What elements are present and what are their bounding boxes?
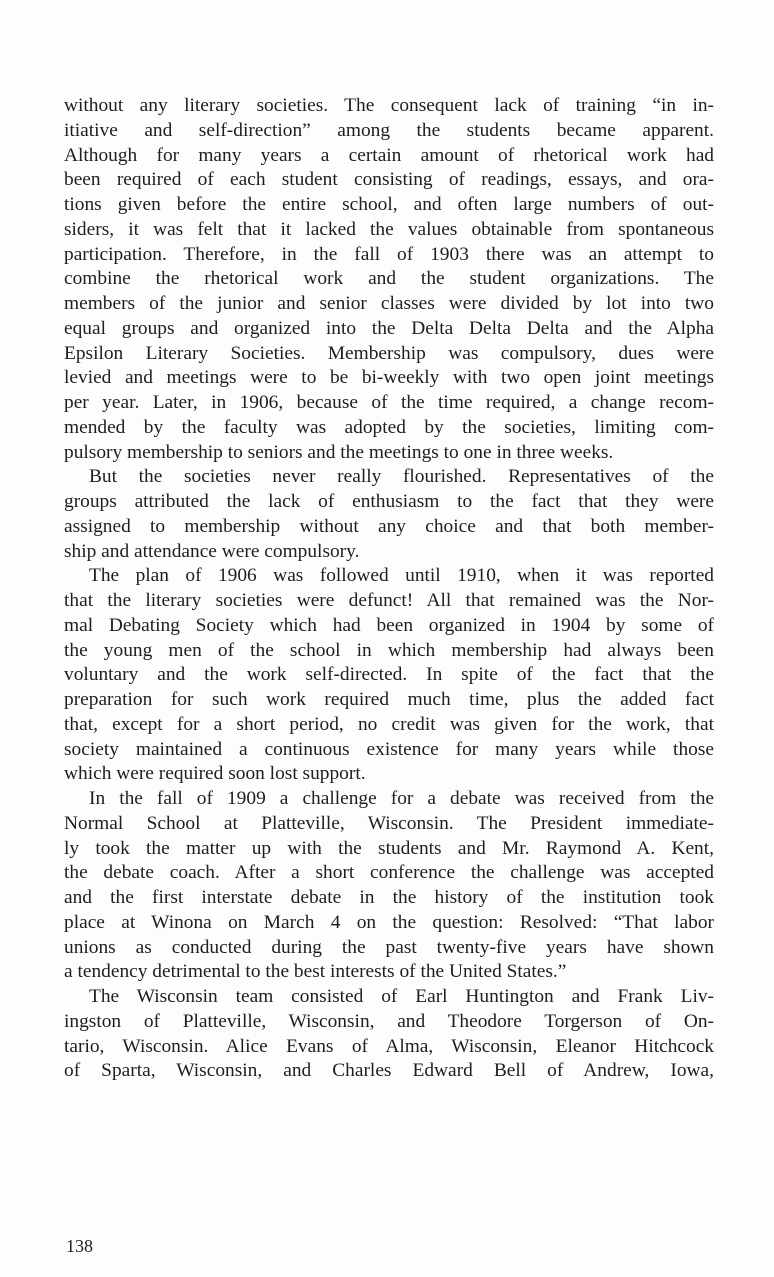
text-line: siders, it was felt that it lacked the values obtainable from spontaneous bbox=[64, 218, 714, 240]
text-line: itiative and self-direction” among the students became apparent. bbox=[64, 119, 714, 141]
text-line: tions given before the entire school, and often large numbers of out- bbox=[64, 194, 714, 215]
text-line: assigned to membership without any choice and that both member- bbox=[64, 515, 714, 537]
text-line: that the literary societies were defunct! All that remained was the Nor- bbox=[64, 590, 714, 611]
text-line: Although for many years a certain amount of rhetorical work had bbox=[64, 144, 714, 166]
text-line: a tendency detrimental to the best interests of the United States.” bbox=[64, 961, 567, 983]
body-text bbox=[64, 94, 714, 1084]
text-line: pulsory membership to seniors and the meetings to one in three weeks. bbox=[64, 441, 614, 463]
paragraph bbox=[64, 564, 714, 787]
text-line: and the first interstate debate in the history of the institution took bbox=[64, 887, 714, 908]
text-line: per year. Later, in 1906, because of the time required, a change recom- bbox=[64, 392, 714, 413]
text-line: levied and meetings were to be bi-weekly with two open joint meetings bbox=[64, 367, 714, 389]
text-line: been required of each student consisting of readings, essays, and ora- bbox=[64, 169, 714, 191]
text-line: of Sparta, Wisconsin, and Charles Edward Bell of Andrew, Iowa, bbox=[64, 1060, 714, 1082]
text-line: the debate coach. After a short conference the challenge was accepted bbox=[64, 862, 714, 884]
text-line: Normal School at Platteville, Wisconsin. The President immediate- bbox=[64, 812, 714, 834]
paragraph bbox=[64, 787, 714, 985]
paragraph bbox=[64, 985, 714, 1084]
text-line: ship and attendance were compulsory. bbox=[64, 540, 360, 562]
text-line: mal Debating Society which had been organized in 1904 by some of bbox=[64, 614, 714, 636]
text-line: Epsilon Literary Societies. Membership was compulsory, dues were bbox=[64, 342, 714, 364]
text-line: But the societies never really flourished. Representatives of the bbox=[89, 466, 714, 488]
text-line: unions as conducted during the past twenty-five years have shown bbox=[64, 936, 714, 958]
text-line: The plan of 1906 was followed until 1910, when it was reported bbox=[89, 565, 714, 587]
page-number: 138 bbox=[66, 1236, 93, 1256]
text-line: without any literary societies. The consequent lack of training “in in- bbox=[64, 95, 714, 116]
text-line: ingston of Platteville, Wisconsin, and Theodore Torgerson of On- bbox=[64, 1010, 714, 1032]
paragraph bbox=[64, 94, 714, 465]
text-line: the young men of the school in which membership had always been bbox=[64, 639, 714, 661]
text-line: ly took the matter up with the students and Mr. Raymond A. Kent, bbox=[64, 837, 714, 859]
text-line: equal groups and organized into the Delta Delta Delta and the Alpha bbox=[64, 317, 714, 339]
text-line: which were required soon lost support. bbox=[64, 763, 366, 785]
text-line: In the fall of 1909 a challenge for a debate was received from the bbox=[89, 788, 714, 809]
text-line: groups attributed the lack of enthusiasm to the fact that they were bbox=[64, 491, 714, 512]
text-line: The Wisconsin team consisted of Earl Huntington and Frank Liv- bbox=[89, 986, 714, 1007]
text-line: that, except for a short period, no credit was given for the work, that bbox=[64, 713, 714, 735]
text-line: participation. Therefore, in the fall of 1903 there was an attempt to bbox=[64, 243, 714, 265]
paragraph bbox=[64, 465, 714, 564]
text-line: members of the junior and senior classes were divided by lot into two bbox=[64, 293, 714, 314]
text-line: mended by the faculty was adopted by the societies, limiting com- bbox=[64, 416, 714, 438]
text-line: place at Winona on March 4 on the question: Resolved: “That labor bbox=[64, 911, 714, 933]
text-line: society maintained a continuous existence for many years while those bbox=[64, 738, 714, 760]
text-line: combine the rhetorical work and the student organizations. The bbox=[64, 268, 714, 290]
text-line: tario, Wisconsin. Alice Evans of Alma, Wisconsin, Eleanor Hitchcock bbox=[64, 1035, 714, 1057]
text-line: preparation for such work required much time, plus the added fact bbox=[64, 689, 714, 710]
text-line: voluntary and the work self-directed. In spite of the fact that the bbox=[64, 664, 714, 686]
